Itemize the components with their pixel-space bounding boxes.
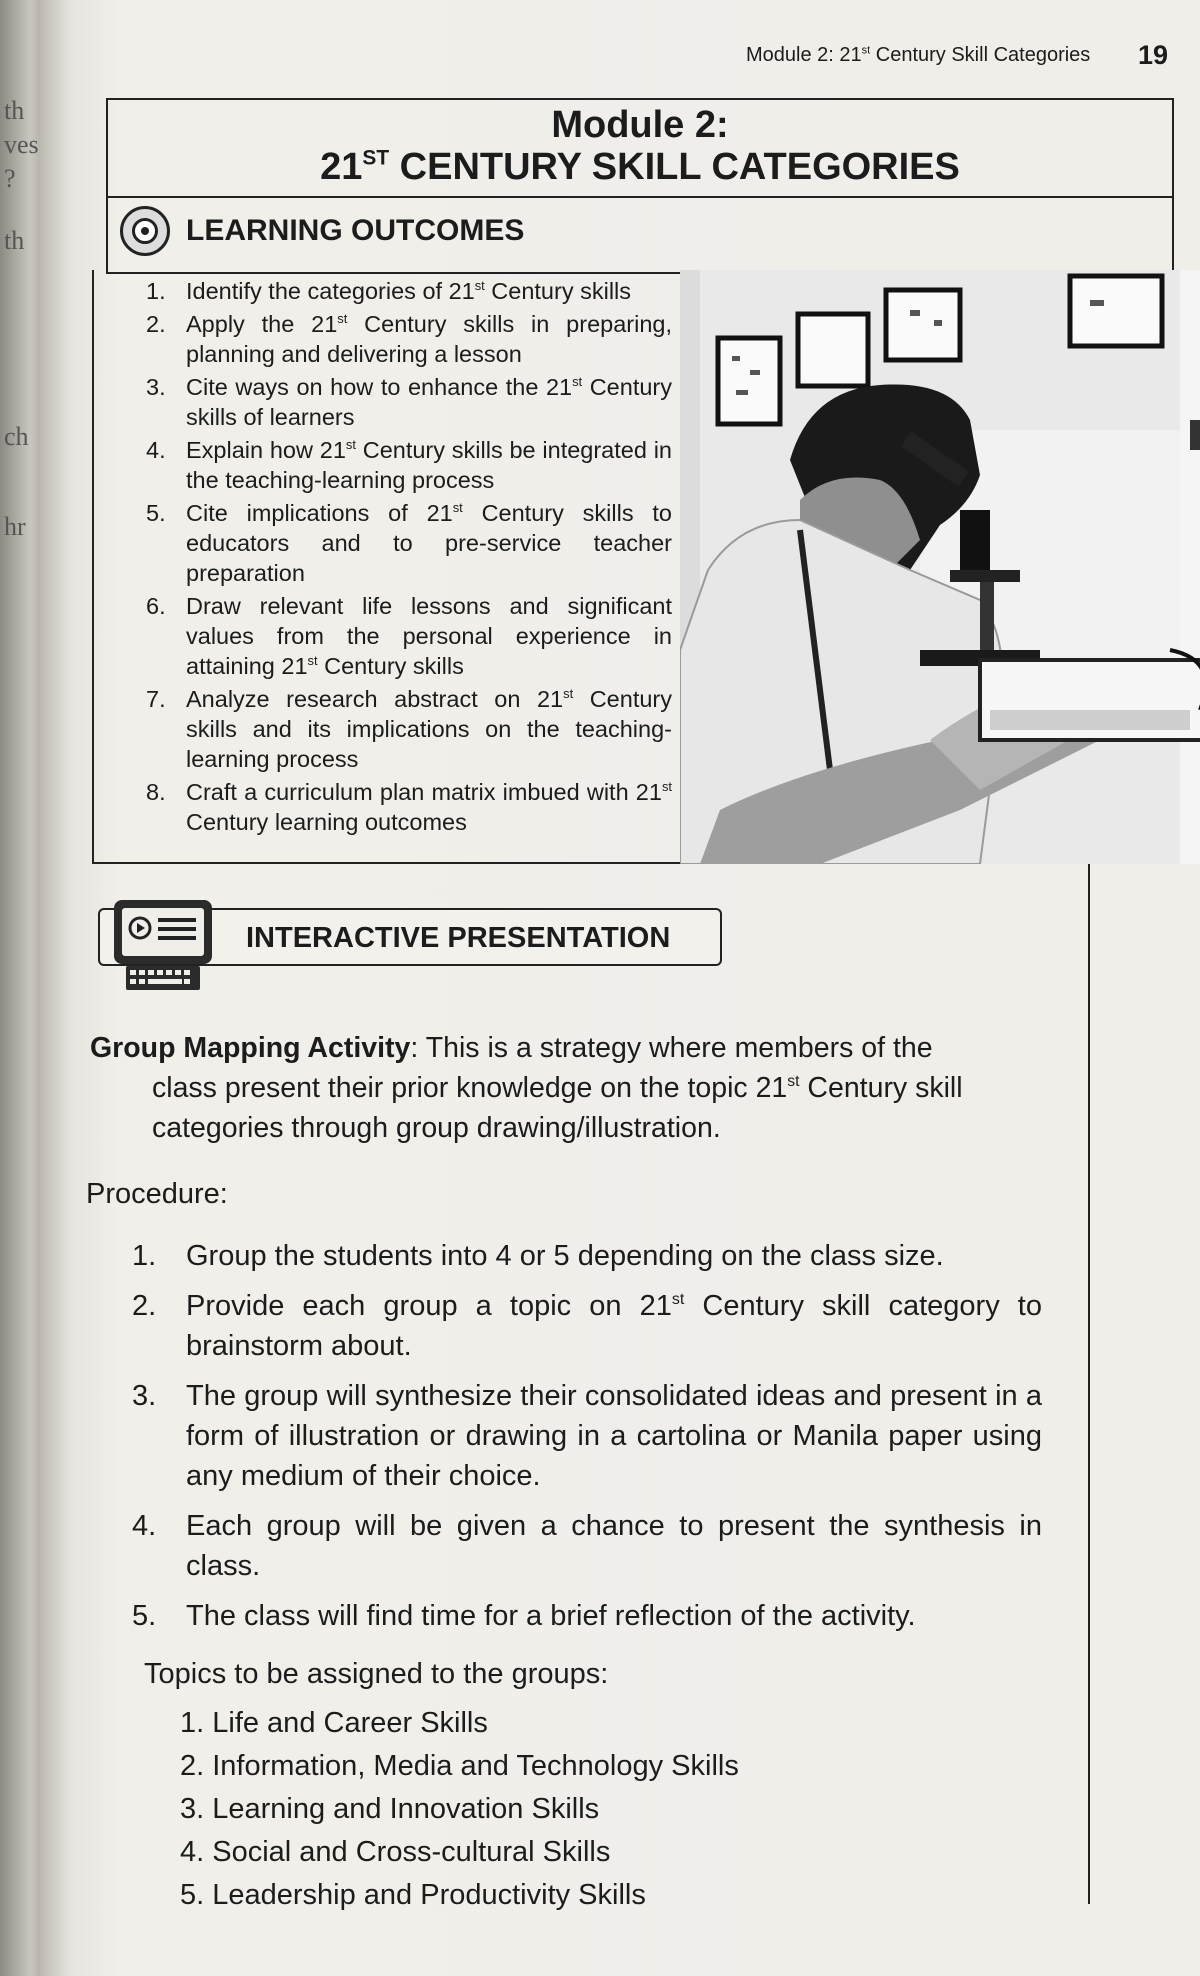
module-subtitle: 21ST CENTURY SKILL CATEGORIES xyxy=(320,146,960,188)
procedure-step: 2. Provide each group a topic on 21st Century skill category to brainstorm about. xyxy=(132,1290,1042,1362)
module-title: Module 2: xyxy=(551,104,729,146)
procedure-steps xyxy=(132,1236,1042,1646)
margin-fragment: ves xyxy=(4,130,39,159)
group-mapping-paragraph: Group Mapping Activity: This is a strategy where members of the class present their prior knowledge on the topic 21st Century skill categories through group drawing/illustration. xyxy=(90,1032,963,1144)
book-page xyxy=(40,0,1200,1976)
procedure-step: 4. Each group will be given a chance to present the synthesis in class. xyxy=(132,1510,1042,1582)
learning-outcomes-heading: LEARNING OUTCOMES xyxy=(186,214,525,247)
learning-outcomes-box xyxy=(92,270,682,864)
group-mapping-lead: Group Mapping Activity xyxy=(90,1032,411,1064)
procedure-step: 5. The class will find time for a brief reflection of the activity. xyxy=(132,1600,916,1632)
topics-intro: Topics to be assigned to the groups: xyxy=(144,1658,609,1690)
previous-page-edge xyxy=(0,0,42,1976)
microscope-photo xyxy=(680,270,1200,864)
outcome-item: 5. Cite implications of 21st Century skills to educators and to pre-service teacher preparation xyxy=(146,499,672,586)
margin-fragment: th xyxy=(4,96,25,125)
module-title-box xyxy=(106,98,1174,274)
running-head: Module 2: 21st Century Skill Categories xyxy=(746,44,1091,66)
presentation-screen-icon xyxy=(112,898,214,992)
right-column-rule xyxy=(1088,864,1090,1904)
procedure-step: 3. The group will synthesize their consolidated ideas and present in a form of illustration or drawing in a cartolina or Manila paper using any medium of their choice. xyxy=(132,1380,1042,1492)
topic-item: 4. Social and Cross-cultural Skills xyxy=(180,1836,611,1868)
margin-fragment: hr xyxy=(4,512,26,541)
topic-item: 1. Life and Career Skills xyxy=(180,1707,488,1739)
topic-item: 3. Learning and Innovation Skills xyxy=(180,1793,600,1825)
margin-fragment: ? xyxy=(4,164,16,193)
outcome-item: 1. Identify the categories of 21st Century skills xyxy=(146,277,632,304)
outcome-item: 2. Apply the 21st Century skills in preparing, planning and delivering a lesson xyxy=(146,310,672,367)
outcome-item: 3. Cite ways on how to enhance the 21st Century skills of learners xyxy=(146,373,672,430)
target-icon xyxy=(120,206,170,256)
outcome-item: 7. Analyze research abstract on 21st Century skills and its implications on the teaching-learning process xyxy=(146,685,672,772)
learning-outcomes-list xyxy=(94,276,680,840)
topic-item: 2. Information, Media and Technology Skills xyxy=(180,1750,739,1782)
procedure-label: Procedure: xyxy=(86,1178,228,1210)
divider xyxy=(108,196,1172,198)
margin-fragment: ch xyxy=(4,422,29,451)
outcome-item: 6. Draw relevant life lessons and significant values from the personal experience in attaining 21st Century skills xyxy=(146,593,672,679)
outcome-item: 8. Craft a curriculum plan matrix imbued with 21st Century learning outcomes xyxy=(146,778,672,835)
page-number: 19 xyxy=(1138,40,1169,70)
outcome-item: 4. Explain how 21st Century skills be integrated in the teaching-learning process xyxy=(146,436,672,493)
procedure-step: 1. Group the students into 4 or 5 depending on the class size. xyxy=(132,1240,944,1272)
topics-list xyxy=(180,1702,739,1917)
topic-item: 5. Leadership and Productivity Skills xyxy=(180,1879,646,1911)
interactive-presentation-heading: INTERACTIVE PRESENTATION xyxy=(246,922,671,954)
margin-fragment: th xyxy=(4,226,25,255)
